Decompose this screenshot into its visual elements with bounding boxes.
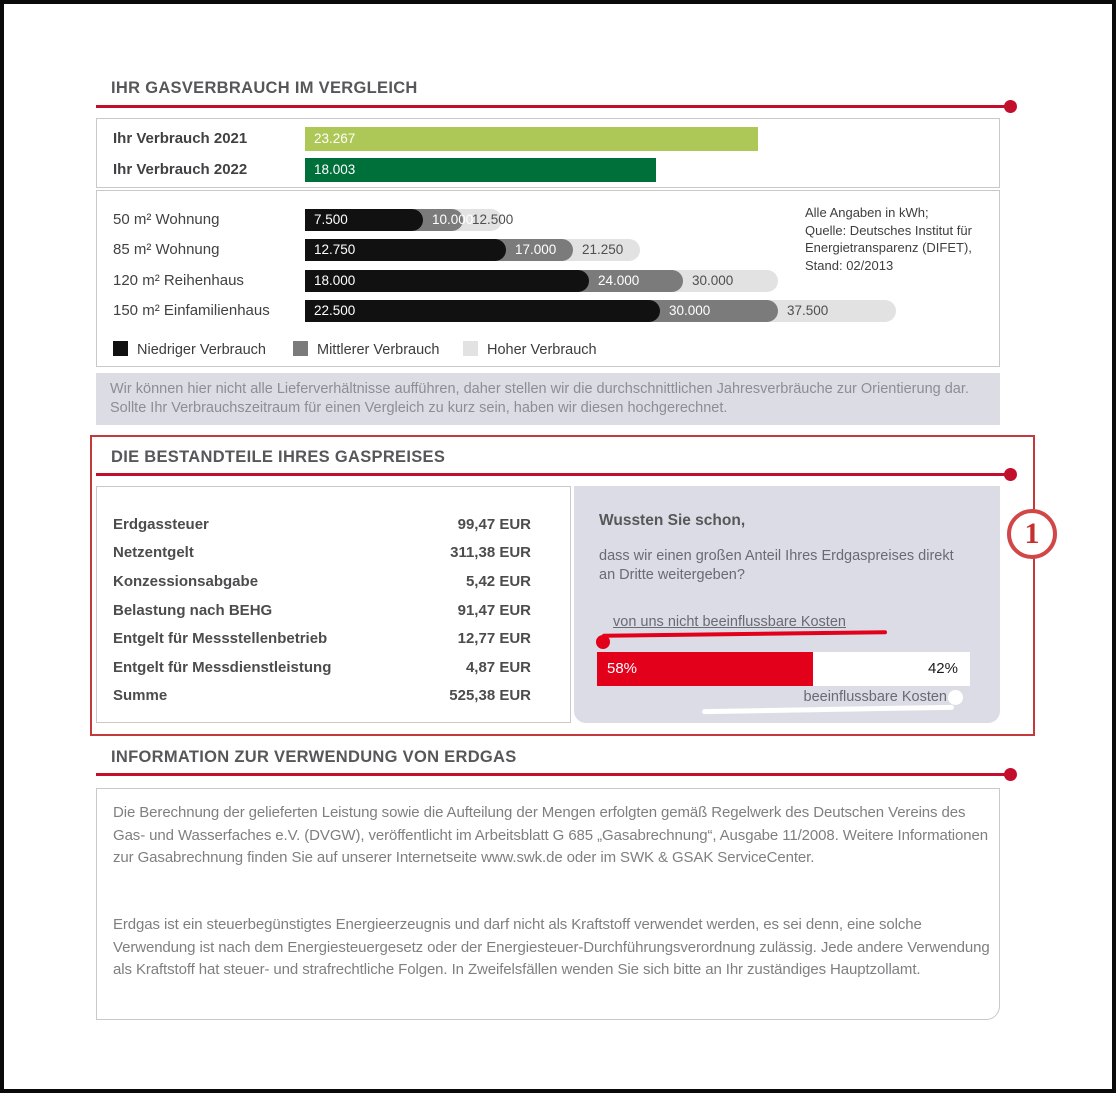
fee-row (97, 567, 570, 596)
legend-swatch (463, 341, 478, 356)
legend-item (113, 341, 266, 357)
fee-label: Netzentgelt (113, 544, 194, 562)
bar-value-label: 24.000 (598, 273, 640, 288)
fee-row (97, 539, 570, 568)
consumption-bar (305, 158, 656, 182)
cost-share-bar (597, 652, 970, 686)
bar-value-label: 17.000 (515, 242, 557, 257)
fee-value: 311,38 EUR (450, 544, 531, 562)
annotation-marker-number: 1 (1024, 517, 1040, 550)
usage-info-box (96, 788, 1000, 1020)
fee-row (97, 510, 570, 539)
red-divider-price (96, 473, 1007, 476)
section-title-price-components: DIE BESTANDTEILE IHRES GASPREISES (111, 448, 446, 466)
bar-value-label: 37.500 (787, 303, 829, 318)
red-divider-consumption (96, 105, 1007, 108)
bar-value-label: 30.000 (692, 273, 734, 288)
bar-value-label: 7.500 (314, 212, 348, 227)
bar-value-label: 30.000 (669, 303, 711, 318)
white-callout-dot (948, 690, 963, 705)
source-note-line: Alle Angaben in kWh; (805, 205, 929, 220)
bar-value-label: 10.000 (432, 212, 474, 227)
fee-rows (97, 510, 570, 710)
fee-value: 525,38 EUR (449, 687, 531, 705)
fee-row (97, 682, 570, 711)
legend-label: Mittlerer Verbrauch (317, 342, 440, 358)
bar-value-label: 21.250 (582, 242, 624, 257)
bar-value-label: 12.500 (472, 212, 514, 227)
cost-share-uninfluenceable-segment: 58% (597, 652, 813, 686)
source-note-line: Energietransparenz (DIFET), (805, 240, 972, 255)
fee-row (97, 596, 570, 625)
uninfluenceable-costs-label: von uns nicht beeinflussbare Kosten (613, 614, 846, 630)
reference-bar (305, 300, 991, 322)
fee-value: 5,42 EUR (465, 572, 531, 590)
legend-item (293, 341, 440, 357)
reference-category-label: 120 m² Reihenhaus (113, 272, 244, 289)
red-divider-info (96, 773, 1007, 776)
usage-info-paragraph-1: Die Berechnung der gelieferten Leistung sowie die Aufteilung der Mengen erfolgten gemäß Regelwerk des Deutschen Vereins des Gas- und Wasserfaches e.V. (DVGW), veröffentlicht im Arbeitsblatt G 685 „Gasabrechnung“, Ausgabe 11/2008. Weitere Informationen zur Gasabrechnung finden Sie auf unserer Internetseite www.swk.de oder im SWK & GSAK ServiceCenter. (113, 804, 988, 866)
legend-label: Niedriger Verbrauch (137, 342, 266, 358)
fee-label: Entgelt für Messstellenbetrieb (113, 630, 328, 648)
comparison-chart (96, 190, 1000, 367)
fee-value: 12,77 EUR (457, 630, 531, 648)
source-note-line: Quelle: Deutsches Institut für (805, 222, 972, 238)
consumption-disclaimer: Wir können hier nicht alle Lieferverhältnisse aufführen, daher stellen wir die durchschnittlichen Jahresverbräuche zur Orientierung dar. Sollte Ihr Verbrauchszeitraum für einen Vergleich zu kurz sein, haben wir diesen hochgerechnet. (96, 373, 1000, 425)
legend-item (463, 341, 597, 357)
bar-value-label: 18.000 (314, 273, 356, 288)
bar-value-label: 12.750 (314, 242, 356, 257)
fee-label: Summe (113, 687, 168, 705)
did-you-know-heading: Wussten Sie schon, (599, 512, 746, 529)
red-callout-dot (596, 635, 610, 649)
fee-row (97, 653, 570, 682)
did-you-know-question: dass wir einen großen Anteil Ihres Erdgaspreises direkt an Dritte weitergeben? (599, 548, 954, 583)
fee-row (97, 624, 570, 653)
section-title-usage-info: INFORMATION ZUR VERWENDUNG VON ERDGAS (111, 748, 517, 766)
fee-value: 91,47 EUR (457, 601, 531, 619)
annotation-marker-1 (1007, 509, 1057, 559)
usage-info-paragraph-2: Erdgas ist ein steuerbegünstigtes Energieerzeugnis und darf nicht als Kraftstoff verwendet werden, es sei denn, eine solche Verwendung ist nach dem Energiesteuergesetz oder der Energiesteuer-Durchführungsverordnung zulässig. Jede andere Verwendung als Kraftstoff hat steuer- und strafrechtliche Folgen. In Zweifelsfällen wenden Sie sich bitte an Ihr zuständiges Hauptzollamt. (113, 916, 990, 978)
bar-value-label: 18.003 (314, 162, 356, 177)
consumption-year-label: Ihr Verbrauch 2021 (113, 130, 248, 147)
red-callout-line (602, 630, 887, 637)
fee-label: Konzessionsabgabe (113, 572, 259, 590)
source-note-line: Stand: 02/2013 (805, 257, 894, 273)
legend-label: Hoher Verbrauch (487, 342, 597, 358)
consumption-year-label: Ihr Verbrauch 2022 (113, 161, 248, 178)
consumption-bar (305, 127, 758, 151)
legend-swatch (113, 341, 128, 356)
cost-share-influenceable-segment: 42% (813, 652, 970, 686)
source-note (805, 204, 972, 274)
influenceable-costs-label: beeinflussbare Kosten (803, 689, 947, 705)
did-you-know-panel (574, 486, 1000, 723)
reference-bar-segment (305, 300, 660, 322)
reference-category-label: 85 m² Wohnung (113, 241, 220, 258)
fee-label: Belastung nach BEHG (113, 601, 273, 619)
reference-category-label: 50 m² Wohnung (113, 211, 220, 228)
fee-value: 99,47 EUR (457, 515, 531, 533)
own-consumption-chart (96, 118, 1000, 188)
section-title-consumption: IHR GASVERBRAUCH IM VERGLEICH (111, 79, 418, 97)
fee-label: Entgelt für Messdienstleistung (113, 658, 332, 676)
white-callout-line (702, 705, 954, 714)
fee-table (96, 486, 571, 723)
fee-value: 4,87 EUR (465, 658, 531, 676)
bar-value-label: 23.267 (314, 131, 356, 146)
legend-swatch (293, 341, 308, 356)
fee-label: Erdgassteuer (113, 515, 209, 533)
reference-category-label: 150 m² Einfamilienhaus (113, 302, 270, 319)
bar-value-label: 22.500 (314, 303, 356, 318)
